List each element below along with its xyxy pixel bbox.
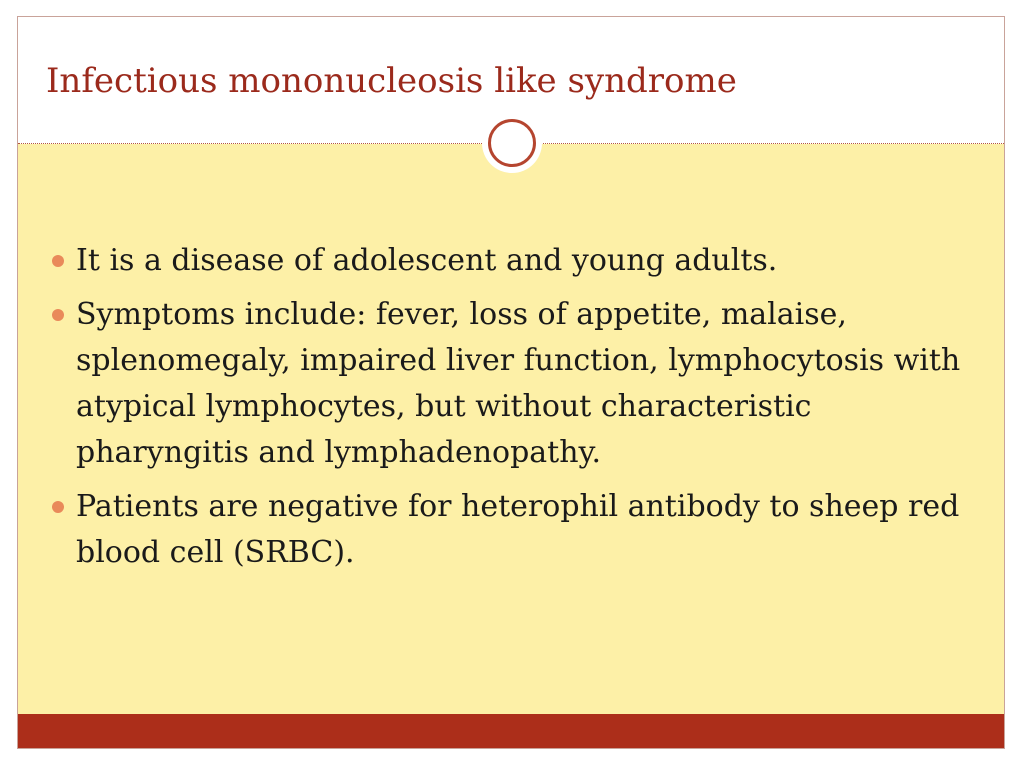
slide	[17, 16, 1005, 749]
bullet-item	[48, 238, 968, 284]
ornament-ring	[488, 119, 536, 167]
content-area	[18, 144, 1004, 716]
bullet-dot-icon	[52, 255, 64, 267]
bullet-item	[48, 484, 968, 576]
footer-bar	[18, 714, 1004, 748]
bullet-dot-icon	[52, 309, 64, 321]
bullet-text: Patients are negative for heterophil antibody to sheep red blood cell (SRBC).	[76, 489, 960, 570]
bullet-text: It is a disease of adolescent and young adults.	[76, 243, 778, 278]
bullet-list	[48, 238, 968, 584]
bullet-text: Symptoms include: fever, loss of appetite, malaise, splenomegaly, impaired liver function, lymphocytosis with atypical lymphocytes, but without characteristic pharyngitis and lymphadenopathy.	[76, 297, 961, 470]
circle-ornament-icon	[482, 113, 542, 173]
bullet-item	[48, 292, 968, 476]
bullet-dot-icon	[52, 501, 64, 513]
slide-title: Infectious mononucleosis like syndrome	[46, 61, 737, 101]
